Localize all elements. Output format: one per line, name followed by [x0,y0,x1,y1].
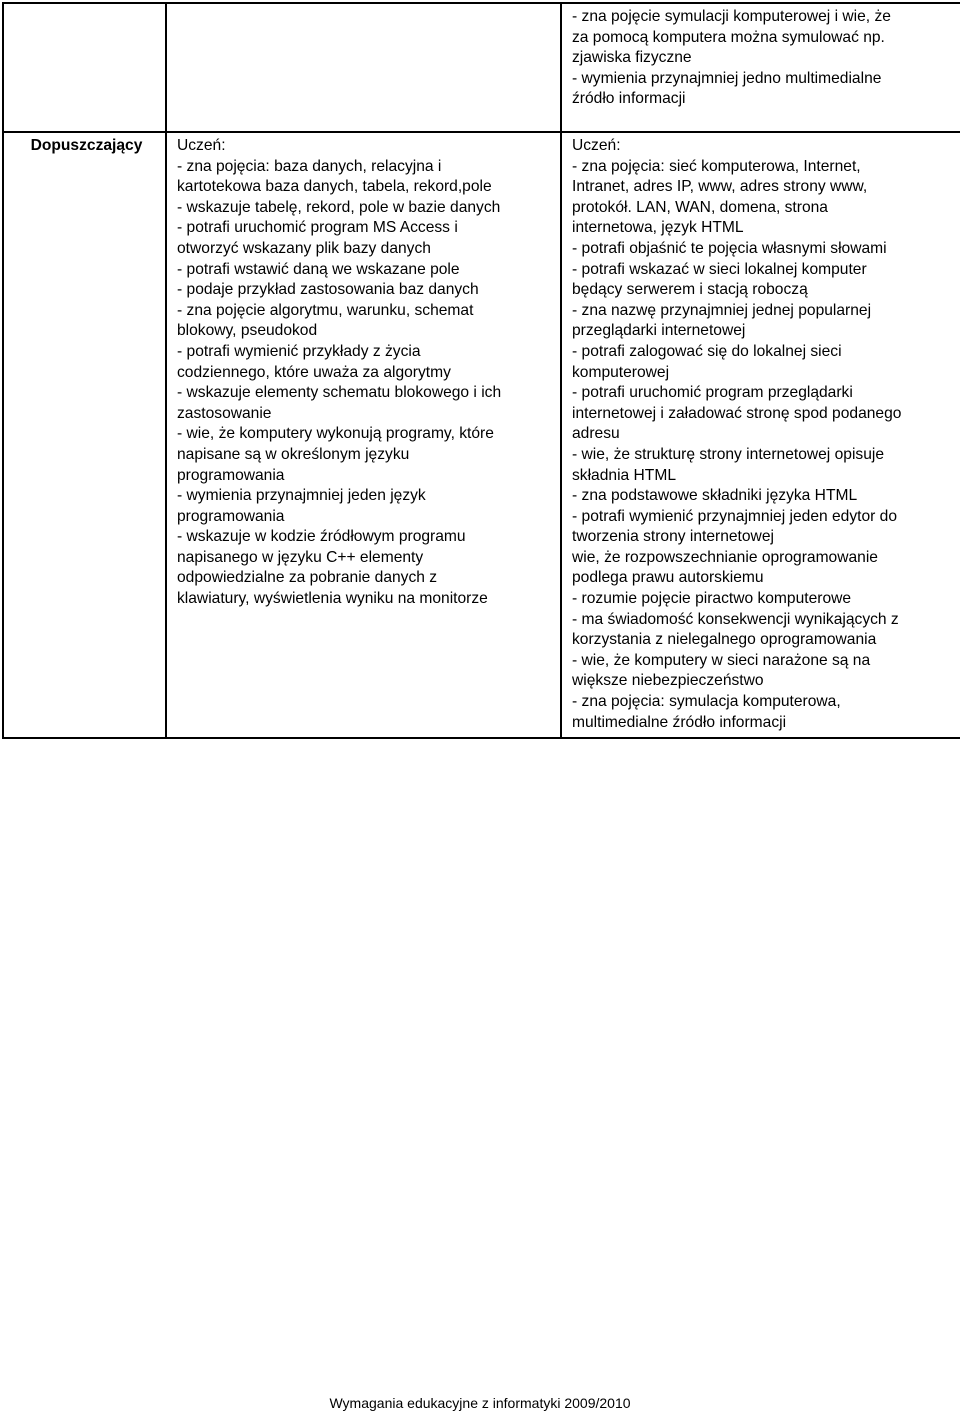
requirement-line: korzystania z nielegalnego oprogramowania [572,631,877,649]
requirement-line: - potrafi wstawić daną we wskazane pole [177,260,460,278]
requirement-line: codziennego, które uważa za algorytmy [177,363,451,381]
requirements-cell-internet [561,3,960,132]
requirement-line: - potrafi wskazać w sieci lokalnej komputer [572,260,867,278]
requirement-line: Uczeń: [177,137,226,154]
requirement-line: - potrafi zalogować się do lokalnej sieci [572,342,842,360]
requirement-line: - potrafi wymienić przynajmniej jeden edytor do [572,507,898,525]
requirement-line: programowania [177,507,285,525]
requirement-line: - zna pojęcie algorytmu, warunku, schemat [177,301,474,319]
grade-cell [3,3,166,132]
requirement-line: - zna nazwę przynajmniej jednej popularnej [572,301,872,319]
requirements-cell-internet [561,132,960,738]
requirement-line: - ma świadomość konsekwencji wynikających z [572,610,899,628]
requirement-line: napisanego w języku C++ elementy [177,548,424,566]
requirement-line: będący serwerem i stacją roboczą [572,281,808,299]
requirement-line: tworzenia strony internetowej [572,528,774,546]
requirement-line: komputerowej [572,363,670,381]
requirements-table [2,2,960,739]
requirement-line: - zna pojęcia: sieć komputerowa, Internet, [572,157,861,175]
requirement-line: blokowy, pseudokod [177,322,318,340]
requirement-line: za pomocą komputera można symulować np. [572,28,885,46]
requirement-line: - wskazuje elementy schematu blokowego i ich [177,384,502,402]
requirement-line: większe niebezpieczeństwo [572,672,764,690]
requirement-line: programowania [177,466,285,484]
requirements-cell-databases [166,132,561,738]
requirement-line: - potrafi objaśnić te pojęcia własnymi słowami [572,239,887,257]
requirement-line: - wymienia przynajmniej jedno multimedialne [572,69,882,87]
requirement-line: składnia HTML [572,466,676,484]
requirement-line: - wie, że strukturę strony internetowej opisuje [572,445,885,463]
requirements-cell-databases [166,3,561,132]
requirement-line: - zna pojęcia: symulacja komputerowa, [572,693,841,711]
requirement-line: zastosowanie [177,404,272,422]
requirement-line: adresu [572,425,620,443]
requirement-line: Uczeń: [572,137,621,154]
requirement-line: protokół. LAN, WAN, domena, strona [572,198,828,216]
requirement-line: - wskazuje w kodzie źródłowym programu [177,528,466,546]
requirement-line: internetowej i załadować stronę spod podanego [572,404,902,422]
requirement-line: kartotekowa baza danych, tabela, rekord,pole [177,178,492,196]
requirement-line: zjawiska fizyczne [572,49,692,67]
requirement-line: przeglądarki internetowej [572,322,746,340]
requirement-line: - podaje przykład zastosowania baz danych [177,281,479,299]
requirement-line: - wie, że komputery wykonują programy, które [177,425,494,443]
requirement-line: Intranet, adres IP, www, adres strony www, [572,178,868,196]
requirement-line: klawiatury, wyświetlenia wyniku na monitorze [177,590,488,608]
requirement-line: - wskazuje tabelę, rekord, pole w bazie danych [177,198,501,216]
requirement-line: - wie, że komputery w sieci narażone są na [572,651,871,669]
requirement-line: - potrafi wymienić przykłady z życia [177,342,421,360]
requirement-line: multimedialne źródło informacji [572,713,787,731]
requirement-line: wie, że rozpowszechnianie oprogramowanie [572,548,878,566]
requirement-line: internetowa, język HTML [572,219,744,237]
requirement-line: - rozumie pojęcie piractwo komputerowe [572,590,852,608]
requirement-line: odpowiedzialne za pobranie danych z [177,569,438,587]
requirement-line: - wymienia przynajmniej jeden język [177,487,426,505]
requirement-line: - zna podstawowe składniki języka HTML [572,487,858,505]
requirement-line: - zna pojęcie symulacji komputerowej i wie, że [572,8,891,25]
requirement-line: podlega prawu autorskiemu [572,569,764,587]
requirement-line: - zna pojęcia: baza danych, relacyjna i [177,157,442,175]
requirement-line: otworzyć wskazany plik bazy danych [177,239,431,257]
requirement-line: źródło informacji [572,90,686,108]
requirement-line: - potrafi uruchomić program MS Access i [177,219,458,237]
requirement-line: - potrafi uruchomić program przeglądarki [572,384,853,402]
grade-cell: Dopuszczający [3,132,166,738]
table-row [3,3,960,132]
table-row [3,132,960,738]
page-footer: Wymagania edukacyjne z informatyki 2009/2010 [329,1395,631,1411]
requirement-line: napisane są w określonym języku [177,445,410,463]
